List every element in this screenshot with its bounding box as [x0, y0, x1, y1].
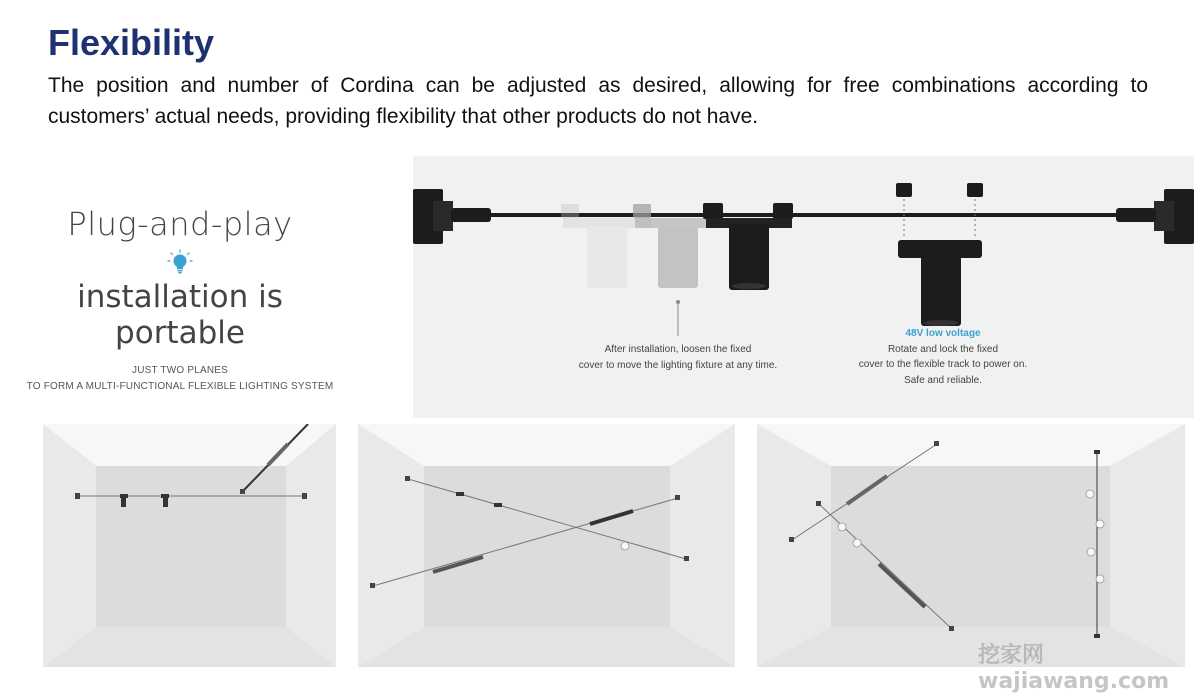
plug-and-play-heading: Plug-and-play	[67, 205, 293, 243]
low-voltage-label: 48V low voltage	[905, 328, 981, 339]
lock-cover-caption	[843, 326, 1043, 388]
lock-caption-line3: Safe and reliable.	[904, 374, 982, 386]
room-scene-3	[757, 424, 1185, 667]
planes-caption-line2: TO FORM A MULTI-FUNCTIONAL FLEXIBLE LIGHTING SYSTEM	[26, 381, 334, 392]
watermark: 挖家网 wajiawang.com	[978, 643, 1170, 694]
loosen-caption-line1: After installation, loosen the fixed	[604, 344, 752, 355]
room-scene-1	[43, 424, 336, 667]
installation-portable-heading: installation is portable	[77, 279, 283, 351]
loosen-cover-caption	[563, 342, 793, 373]
planes-caption	[10, 363, 350, 395]
product-illustration-panel	[413, 156, 1194, 418]
loosen-caption-line2: cover to move the lighting fixture at any time.	[578, 359, 778, 371]
room-scene-2	[358, 424, 735, 667]
page-description: The position and number of Cordina can be adjusted as desired, allowing for free combinations according to customers’ actual needs, providing flexibility that other products do not have.	[48, 74, 1148, 128]
planes-caption-line1: JUST TWO PLANES	[132, 365, 228, 376]
plug-and-play-panel	[10, 205, 350, 395]
lightbulb-icon	[167, 249, 193, 275]
lock-caption-line2: cover to the flexible track to power on.	[858, 359, 1028, 370]
page-title: Flexibility	[48, 22, 215, 63]
lock-caption-line1: Rotate and lock the fixed	[887, 343, 999, 355]
track-illustration	[413, 156, 1194, 418]
